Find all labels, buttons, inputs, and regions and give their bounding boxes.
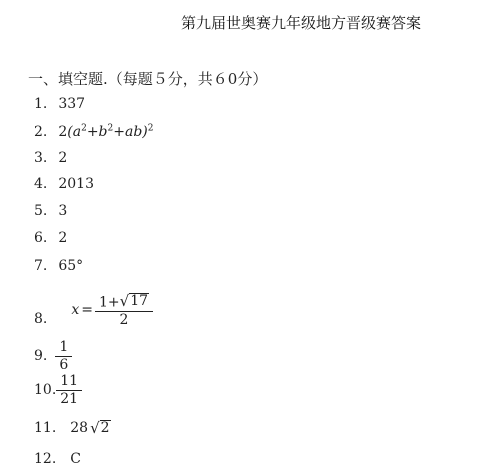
answer-item-12: [34, 451, 81, 467]
item-number: 3.: [34, 150, 48, 166]
sqrt-symbol: √ 17: [119, 292, 149, 311]
answer-text: 337: [58, 96, 86, 112]
sqrt-symbol: √ 2: [90, 419, 110, 438]
answer-item-9: [34, 340, 70, 372]
answer-item-3: [34, 150, 67, 166]
expr-part: 1+: [99, 294, 120, 311]
item-number: 9.: [34, 348, 48, 365]
radicand: 17: [130, 293, 149, 309]
fraction-denominator: 21: [56, 390, 82, 407]
answer-item-1: [34, 96, 85, 112]
expr-part: +ab): [113, 124, 148, 140]
expr-part: +b: [86, 124, 108, 140]
answer-expression: [58, 124, 153, 140]
answer-text: 2013: [58, 176, 94, 192]
answer-text: 2: [58, 230, 68, 246]
answer-item-5: [34, 203, 67, 219]
radicand: 2: [100, 420, 110, 436]
expr-prefix: 2: [58, 124, 68, 140]
answer-text: C: [70, 451, 81, 467]
expr-coefficient: 28: [70, 420, 89, 437]
fraction-numerator: 1: [59, 339, 69, 355]
item-number: 8.: [34, 310, 48, 327]
section-heading: 一、填空题.（每题５分，共６0分）: [28, 70, 268, 88]
answer-item-4: [34, 176, 94, 192]
fraction-numerator: 11: [60, 373, 79, 389]
answer-item-6: [34, 230, 67, 246]
fraction-denominator: 6: [55, 356, 72, 373]
page-title: 第九届世奥赛九年级地方晋级赛答案: [181, 14, 422, 32]
item-number: 10.: [34, 382, 57, 399]
item-number: 6.: [34, 230, 48, 246]
expr-exponent: 2: [147, 123, 154, 134]
item-number: 11.: [34, 420, 57, 437]
fraction-denominator: 2: [95, 311, 153, 328]
answer-item-2: [34, 124, 154, 140]
fraction-numerator: [97, 293, 151, 311]
answer-item-8: [34, 293, 151, 328]
expr-exponent: 2: [81, 123, 87, 134]
item-number: 1.: [34, 96, 48, 112]
fraction: [58, 374, 80, 406]
fraction: [57, 340, 70, 372]
item-number: 12.: [34, 451, 57, 467]
item-number: 5.: [34, 203, 48, 219]
expr-variable: x: [71, 302, 80, 319]
answer-item-7: [34, 258, 83, 274]
expr-part: (a: [67, 124, 82, 140]
item-number: 7.: [34, 258, 48, 274]
answer-expression: [70, 420, 110, 436]
answer-text: 2: [58, 150, 68, 166]
answer-item-11: [34, 420, 111, 436]
answer-expression: [71, 293, 151, 328]
fraction: [97, 293, 151, 328]
expr-equals: =: [81, 302, 93, 319]
answer-text: 3: [58, 203, 68, 219]
item-number: 2.: [34, 124, 48, 140]
answer-text: 65°: [58, 258, 84, 274]
expr-exponent: 2: [107, 123, 114, 134]
answer-item-10: [34, 374, 80, 406]
item-number: 4.: [34, 176, 48, 192]
